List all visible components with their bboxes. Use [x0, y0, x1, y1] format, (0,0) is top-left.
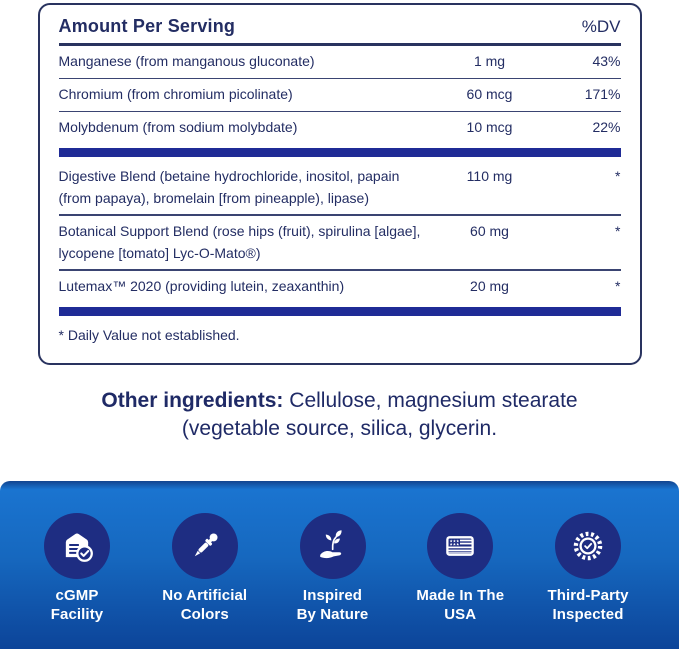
ingredient-dv: 171%	[584, 86, 621, 103]
badge-made-in-usa	[403, 513, 517, 625]
ingredient-amount: 10 mcg	[466, 119, 513, 136]
ingredient-amount: 20 mg	[470, 277, 509, 294]
hand-plant-icon	[300, 513, 366, 579]
table-row	[59, 79, 621, 111]
daily-value-footnote: * Daily Value not established.	[58, 326, 240, 343]
table-row	[59, 46, 621, 78]
usa-flag-icon	[427, 513, 493, 579]
badge-label: Inspired By Nature	[296, 587, 369, 623]
ingredient-amount: 60 mg	[470, 222, 509, 239]
badge-row	[20, 513, 645, 625]
ingredient-name: Botanical Support Blend (rose hips (fruit), spirulina [algae], lycopene [tomato] Lyc-O-Mato®)	[58, 222, 421, 261]
badge-cgmp-facility	[20, 513, 134, 625]
table-row	[59, 271, 621, 303]
table-row	[59, 161, 621, 214]
ingredient-dv: 43%	[592, 53, 621, 69]
ingredient-dv: *	[615, 168, 621, 185]
ingredient-name: Digestive Blend (betaine hydrochloride, inositol, papain (from papaya), bromelain [from pineapple), lipase)	[58, 168, 400, 206]
badge-label: No Artificial Colors	[162, 587, 248, 623]
table-row	[59, 216, 621, 269]
badge-label: cGMP Facility	[50, 587, 104, 623]
ingredient-amount: 1 mg	[473, 53, 506, 69]
badge-third-party-inspected	[531, 513, 645, 625]
ingredient-name: Chromium (from chromium picolinate)	[58, 86, 293, 103]
dropper-icon	[172, 513, 238, 579]
building-check-icon	[44, 513, 110, 579]
panel-title: Amount Per Serving	[58, 16, 236, 36]
other-ingredients-label: Other ingredients:	[101, 389, 284, 412]
badge-inspired-by-nature	[276, 513, 390, 625]
ingredient-name: Molybdenum (from sodium molybdate)	[58, 119, 298, 136]
badge-banner	[0, 481, 679, 649]
section-divider-bar	[59, 307, 621, 316]
ingredient-dv: *	[615, 277, 621, 294]
section-divider-bar	[59, 148, 621, 157]
other-ingredients-line1: Other ingredients: Cellulose, magnesium stearate	[101, 389, 578, 412]
ingredient-dv: *	[615, 222, 621, 239]
ingredient-dv: 22%	[592, 119, 621, 136]
dv-column-header: %DV	[581, 17, 621, 36]
badge-label: Made In The USA	[416, 587, 505, 623]
other-ingredients	[0, 387, 679, 442]
ingredient-amount: 110 mg	[466, 168, 513, 185]
other-ingredients-line2: (vegetable source, silica, glycerin.	[181, 416, 498, 440]
badge-no-artificial-colors	[148, 513, 262, 625]
seal-check-icon	[555, 513, 621, 579]
supplement-facts-panel	[38, 3, 642, 365]
ingredient-name: Manganese (from manganous gluconate)	[58, 53, 315, 69]
badge-label: Third-Party Inspected	[547, 587, 629, 623]
panel-header	[59, 13, 621, 43]
ingredient-amount: 60 mcg	[466, 86, 513, 103]
ingredient-name: Lutemax™ 2020 (providing lutein, zeaxanthin)	[58, 277, 345, 294]
table-row	[59, 112, 621, 144]
